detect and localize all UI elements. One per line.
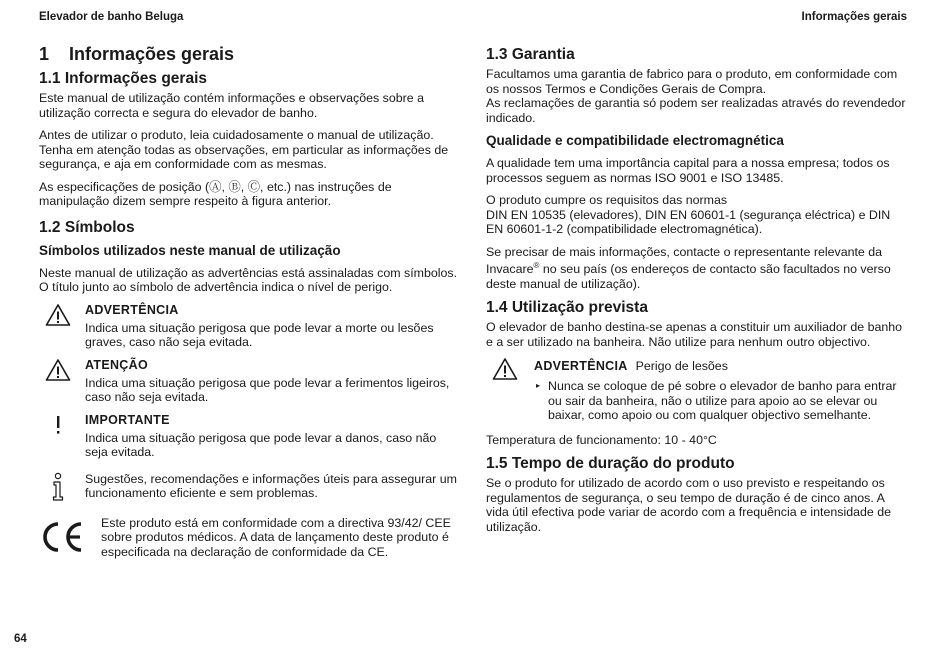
notice-text: Indica uma situação perigosa que pode levar a danos, caso não seja evitada. (85, 430, 437, 459)
running-header-left: Elevador de banho Beluga (39, 11, 184, 23)
quality-paragraph-3 (486, 245, 906, 292)
warning-triangle-icon (45, 358, 71, 382)
quality-paragraph-3-start: Se precisar de mais informações, contacte o representante relevante da Invacare (486, 244, 883, 277)
running-header-right: Informações gerais (801, 11, 907, 23)
notice-text: Indica uma situação perigosa que pode levar a morte ou lesões graves, caso não seja evitada. (85, 320, 434, 349)
notice-atencao (39, 358, 459, 405)
right-column (486, 44, 906, 542)
notice-title: IMPORTANTE (85, 412, 170, 427)
notice-advertencia (39, 303, 459, 350)
notice-importante (39, 413, 459, 460)
section-1-1-paragraph-2: Antes de utilizar o produto, leia cuidadosamente o manual de utilização. Tenha em atenção todas as observações, em particular as informações de segurança, e aja em conformidade com as mesmas. (39, 128, 449, 171)
quality-heading: Qualidade e compatibilidade electromagnética (486, 133, 784, 148)
notice-advertencia-usage (486, 357, 906, 423)
page-number: 64 (14, 633, 27, 645)
section-1-5-paragraph: Se o produto for utilizado de acordo com o uso previsto e respeitando os regulamentos de segurança, o seu tempo de duração é de cinco anos. A vida útil efectiva pode variar de acordo com a frequência e intensidade de utilização. (486, 476, 892, 534)
warning-triangle-icon (45, 303, 71, 327)
ce-text: Este produto está em conformidade com a directiva 93/42/ CEE sobre produtos médicos. A data de lançamento deste produto é especificada na declaração de conformidade da CE. (101, 515, 451, 559)
left-column (39, 44, 459, 559)
notice-bullet-text: Nunca se coloque de pé sobre o elevador de banho para entrar ou sair da banheira, não o utilize para apoio ao se elevar ou baixar, como apoio ou com qualquer objectivo semelhante. (548, 379, 897, 423)
notice-title: ATENÇÃO (85, 357, 148, 372)
bullet-arrow-icon: ▸ (536, 381, 541, 391)
operating-temperature: Temperatura de funcionamento: 10 - 40°C (486, 432, 717, 447)
section-1-1-paragraph-3: As especificações de posição (Ⓐ, Ⓑ, Ⓒ, etc.) nas instruções de manipulação dizem sempre respeito à figura anterior. (39, 179, 392, 208)
chapter-heading (39, 44, 459, 65)
ce-conformity (39, 516, 459, 560)
section-1-3-paragraph-2: As reclamações de garantia só podem ser realizadas através do revendedor indicado. (486, 96, 906, 125)
quality-paragraph-2a: O produto cumpre os requisitos das normas (486, 193, 728, 207)
section-1-3-paragraph-1: Facultamos uma garantia de fabrico para o produto, em conformidade com os nossos Termos e Condições Gerais de Compra. (486, 67, 898, 96)
chapter-title: Informações gerais (69, 44, 235, 64)
quality-paragraph-2b: DIN EN 10535 (elevadores), DIN EN 60601-1 (segurança eléctrica) e DIN EN 60601-1-2 (compatibilidade electromagnética). (486, 207, 891, 236)
section-1-2-heading: 1.2 Símbolos (39, 218, 135, 236)
section-1-4-heading: 1.4 Utilização prevista (486, 299, 648, 317)
exclamation-icon (45, 413, 71, 437)
ce-mark-icon (39, 520, 85, 554)
registered-mark: ® (533, 261, 540, 270)
section-1-3-heading: 1.3 Garantia (486, 46, 575, 63)
notice-text: Indica uma situação perigosa que pode levar a ferimentos ligeiros, caso não seja evitada. (85, 375, 450, 404)
section-1-2-subheading: Símbolos utilizados neste manual de utilização (39, 242, 341, 258)
notice-subtitle: Perigo de lesões (635, 359, 728, 374)
quality-paragraph-3-end: no seu país (os endereços de contacto são facultados no verso deste manual de utilização). (486, 262, 891, 291)
warning-triangle-icon (492, 357, 518, 381)
quality-paragraph-1: A qualidade tem uma importância capital para a nossa empresa; todos os processos seguem as normas ISO 9001 e ISO 13485. (486, 156, 890, 185)
notice-bullet (534, 379, 906, 423)
tip-text: Sugestões, recomendações e informações úteis para assegurar um funcionamento eficiente e sem problemas. (85, 471, 457, 500)
chapter-number: 1 (39, 44, 50, 64)
section-1-4-paragraph: O elevador de banho destina-se apenas a constituir um auxiliador de banho e a ser utilizado na banheira. Não utilize para nenhum outro objectivo. (486, 320, 903, 349)
section-1-2-paragraph: Neste manual de utilização as advertências está assinaladas com símbolos. O título junto ao símbolo de advertência indica o nível de perigo. (39, 265, 458, 294)
notice-title: ADVERTÊNCIA (534, 359, 628, 374)
section-1-5-heading: 1.5 Tempo de duração do produto (486, 455, 735, 473)
notice-title: ADVERTÊNCIA (85, 302, 179, 317)
info-icon (45, 472, 71, 502)
section-1-1-heading: 1.1 Informações gerais (39, 70, 207, 87)
notice-tip (39, 472, 459, 502)
section-1-1-paragraph-1: Este manual de utilização contém informações e observações sobre a utilização correcta e segura do elevador de banho. (39, 91, 425, 120)
